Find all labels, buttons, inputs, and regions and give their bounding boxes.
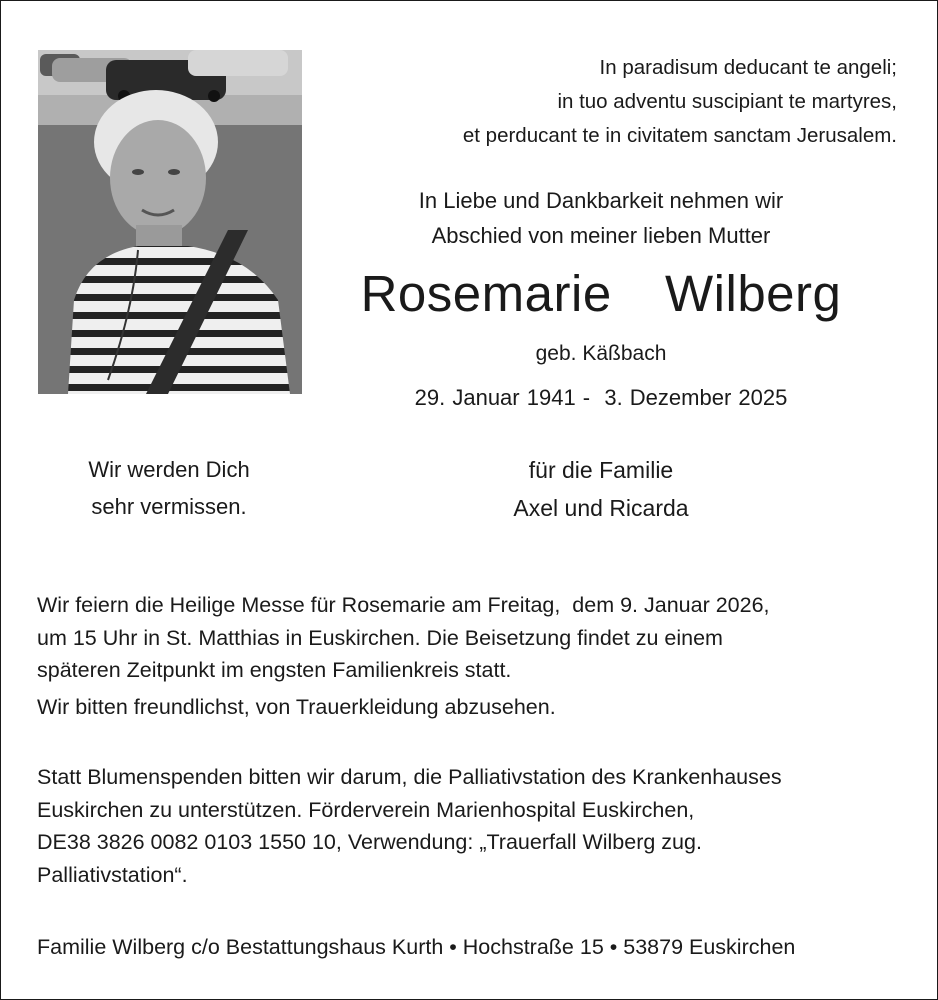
life-dates: 29. Januar 1941 - 3. Dezember 2025 bbox=[414, 385, 788, 410]
family-signature bbox=[331, 451, 871, 527]
verse-line: et perducant te in civitatem sanctam Jerusalem. bbox=[462, 124, 897, 147]
intro-line: In Liebe und Dankbarkeit nehmen wir bbox=[418, 188, 784, 213]
donation-line: Statt Blumenspenden bitten wir darum, die Palliativstation des Krankenhauses bbox=[37, 765, 782, 789]
donation-line: Palliativstation“. bbox=[37, 862, 188, 887]
mass-notice bbox=[37, 589, 907, 687]
mass-line: Wir feiern die Heilige Messe für Rosemarie am Freitag, dem 9. Januar 2026, bbox=[37, 593, 770, 617]
mass-line: um 15 Uhr in St. Matthias in Euskirchen. Die Beisetzung findet zu einem bbox=[37, 625, 723, 650]
donation-notice bbox=[37, 761, 907, 891]
portrait-image bbox=[38, 50, 302, 394]
note-line: Wir werden Dich bbox=[88, 457, 250, 482]
verse-line: in tuo adventu suscipiant te martyres, bbox=[557, 90, 897, 113]
note-line: sehr vermissen. bbox=[91, 494, 247, 519]
clothing-note: Wir bitten freundlichst, von Trauerkleidung abzusehen. bbox=[37, 695, 556, 719]
portrait-photo bbox=[38, 50, 302, 394]
donation-line: DE38 3826 0082 0103 1550 10, Verwendung: „Trauerfall Wilberg zug. bbox=[37, 830, 702, 854]
mass-line: späteren Zeitpunkt im engsten Familienkreis statt. bbox=[37, 658, 512, 682]
family-line: für die Familie bbox=[528, 457, 674, 483]
donation-line: Euskirchen zu unterstützen. Förderverein Marienhospital Euskirchen, bbox=[37, 797, 695, 822]
latin-verse bbox=[337, 51, 897, 153]
deceased-name: Rosemarie Wilberg bbox=[360, 265, 842, 322]
farewell-intro bbox=[331, 183, 871, 253]
miss-you-note bbox=[38, 451, 300, 525]
birth-name: geb. Käßbach bbox=[535, 342, 667, 365]
family-line: Axel und Ricarda bbox=[513, 495, 689, 521]
verse-line: In paradisum deducant te angeli; bbox=[599, 56, 897, 79]
intro-line: Abschied von meiner lieben Mutter bbox=[431, 223, 771, 248]
contact-footer: Familie Wilberg c/o Bestattungshaus Kurth • Hochstraße 15 • 53879 Euskirchen bbox=[37, 935, 796, 959]
